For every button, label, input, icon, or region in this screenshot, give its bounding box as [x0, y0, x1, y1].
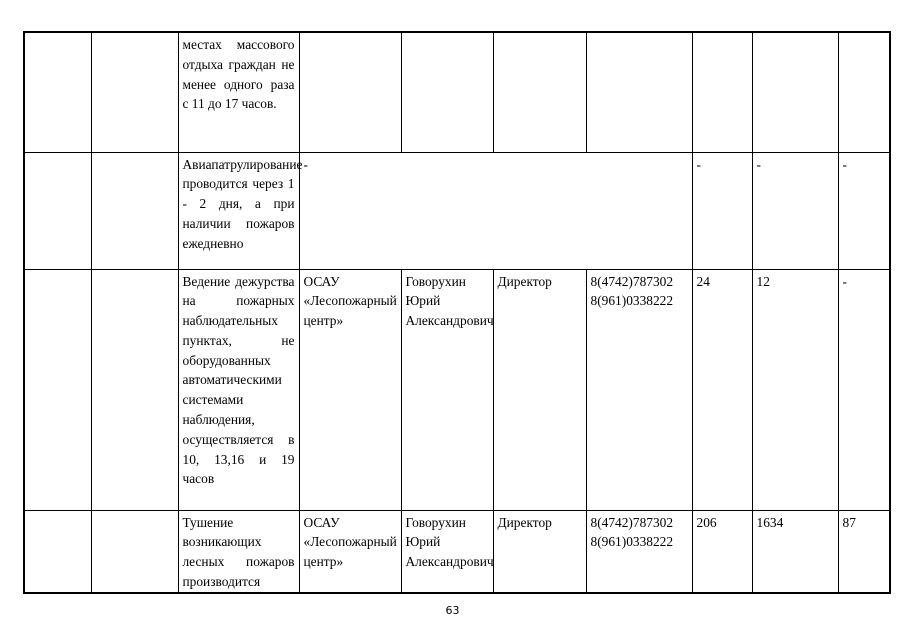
position-cell: Директор	[493, 269, 586, 510]
data-table	[23, 31, 891, 594]
full-name-cell: Говорухин Юрий Александрович	[401, 510, 493, 593]
table-cell	[24, 269, 91, 510]
value2-cell: -	[752, 152, 838, 269]
organization-cell: ОСАУ «Лесопожарный центр»	[299, 510, 401, 593]
measure-cell: местах массового отдыха граждан не менее одного раза с 11 до 17 часов.	[178, 32, 299, 152]
value3-cell: -	[838, 269, 890, 510]
table-cell	[91, 510, 178, 593]
full-name-cell: Говорухин Юрий Александрович	[401, 269, 493, 510]
full-name-cell	[401, 32, 493, 152]
table-row	[24, 152, 890, 269]
measure-cell: Авиапатрулирование проводится через 1 - 2 дня, а при наличии пожаров ежедневно	[178, 152, 299, 269]
measure-cell: Ведение дежурства на пожарных наблюдательных пунктах, не оборудованных автоматическими системами наблюдения, осуществляется в 10, 13,16 и 19 часов	[178, 269, 299, 510]
position-cell: Директор	[493, 510, 586, 593]
table-cell	[24, 32, 91, 152]
merged-cell: -	[299, 152, 692, 269]
value3-cell	[838, 32, 890, 152]
phones-cell: 8(4742)787302 8(961)0338222	[586, 510, 692, 593]
phones-cell	[586, 32, 692, 152]
value1-cell: 206	[692, 510, 752, 593]
value2-cell: 1634	[752, 510, 838, 593]
value3-cell: -	[838, 152, 890, 269]
table-row	[24, 32, 890, 152]
value1-cell: -	[692, 152, 752, 269]
table-row	[24, 269, 890, 510]
phones-cell: 8(4742)787302 8(961)0338222	[586, 269, 692, 510]
value1-cell: 24	[692, 269, 752, 510]
table-cell	[24, 152, 91, 269]
value2-cell: 12	[752, 269, 838, 510]
value1-cell	[692, 32, 752, 152]
organization-cell	[299, 32, 401, 152]
value3-cell: 87	[838, 510, 890, 593]
table-cell	[91, 32, 178, 152]
table-cell	[91, 269, 178, 510]
table-row	[24, 510, 890, 593]
value2-cell	[752, 32, 838, 152]
page-number: 63	[445, 604, 460, 617]
organization-cell: ОСАУ «Лесопожарный центр»	[299, 269, 401, 510]
position-cell	[493, 32, 586, 152]
table-cell	[24, 510, 91, 593]
table-cell	[91, 152, 178, 269]
measure-cell: Тушение возникающих лесных пожаров производится	[178, 510, 299, 593]
